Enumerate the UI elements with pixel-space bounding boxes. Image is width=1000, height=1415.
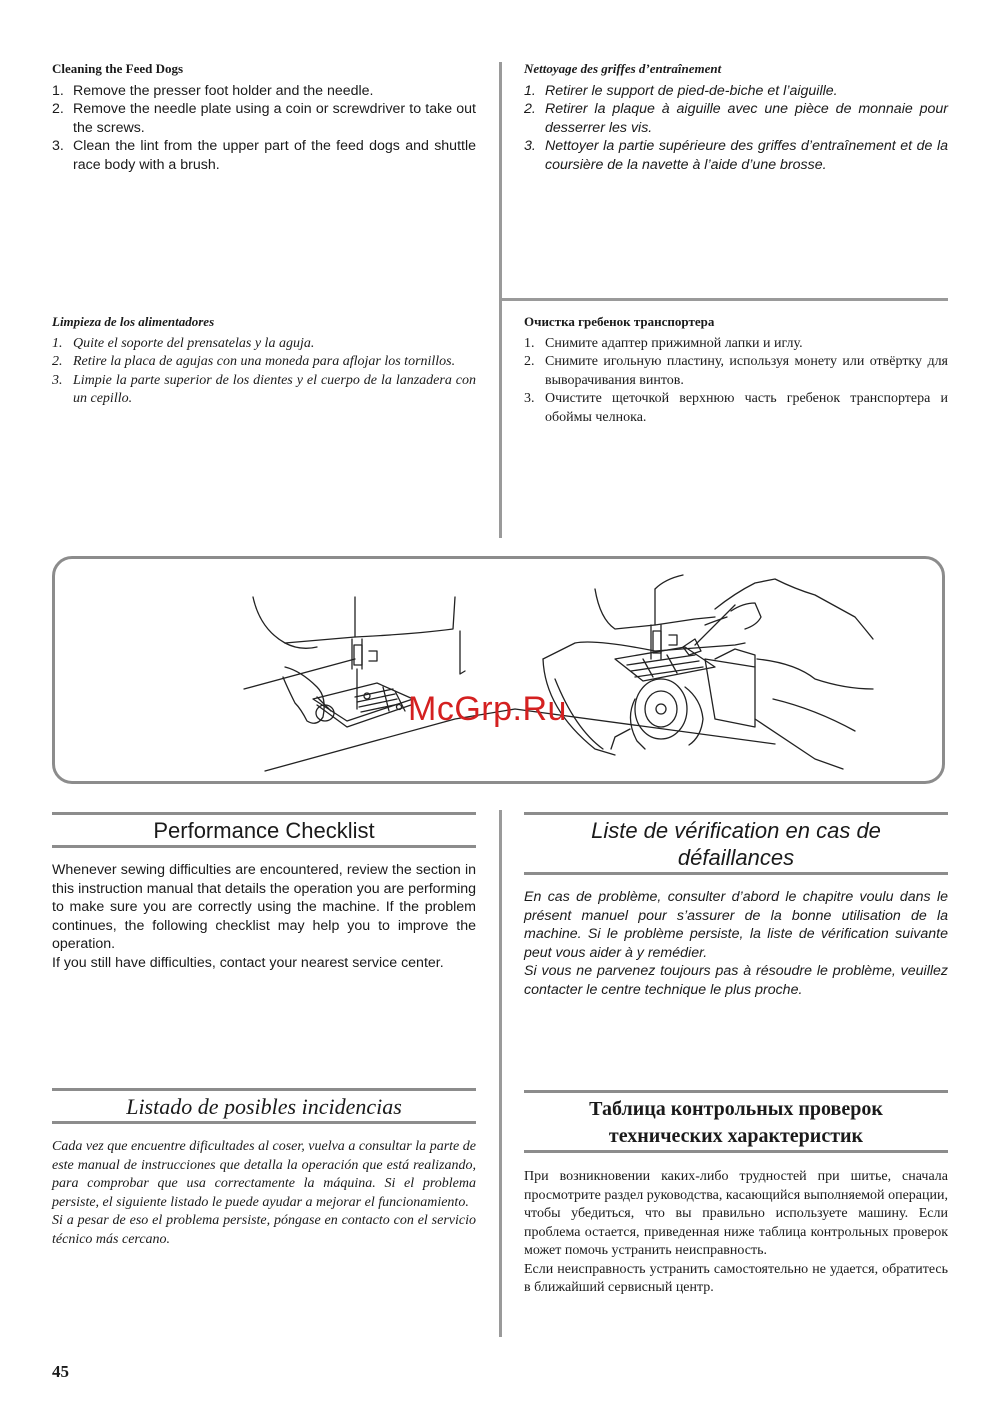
paragraph: Cada vez que encuentre dificultades al coser, vuelva a consultar la parte de este manual de instrucciones que detalla la operación que está realizando, para comprobar que usa correctamente la máquina. Si el problema persiste, el siguiente listado le puede ayudar a mejorar el funcionamiento. [52, 1139, 476, 1210]
heading-box-ru [524, 1090, 948, 1153]
step-number: 1. [524, 335, 535, 351]
list-item [52, 82, 476, 101]
section-heading-line1: Таблица контрольных проверок [589, 1098, 883, 1120]
step-number: 1. [52, 82, 64, 99]
step-number: 2. [52, 101, 64, 117]
heading-box-fr [524, 812, 948, 875]
step-text: Retirer le support de pied-de-biche et l’aiguille. [545, 82, 838, 99]
paragraph: Если неисправность устранить самостоятельно не удается, обратитесь в ближайший сервисный центр. [524, 1261, 948, 1295]
step-number: 3. [524, 391, 535, 406]
cleaning-section-fr [524, 60, 948, 174]
list-item [524, 82, 948, 101]
step-text: Quite el soporte del prensatelas y la aguja. [73, 335, 315, 351]
steps-list [524, 335, 948, 428]
list-item [524, 335, 948, 354]
list-item [52, 372, 476, 409]
list-item [524, 353, 948, 390]
step-number: 3. [52, 372, 63, 388]
step-number: 3. [524, 138, 536, 154]
sewing-machine-illustration [55, 559, 942, 781]
row-divider-top-left [52, 298, 499, 299]
paragraph: Whenever sewing difficulties are encountered, review the section in this instruction manual that details the operation you are performing to make sure you are correctly using the machine. If the problem continues, the following checklist may help you to improve the operation. [52, 862, 476, 952]
section-heading: Listado de posibles incidencias [126, 1094, 402, 1119]
list-item [524, 100, 948, 137]
column-divider-bottom [499, 810, 502, 1337]
section-heading: Performance Checklist [153, 818, 375, 843]
section-title: Очистка гребенок транспортера [524, 314, 715, 329]
steps-list [52, 82, 476, 175]
list-item [524, 137, 948, 174]
row-divider-top [502, 298, 948, 301]
heading-box-es [52, 1088, 476, 1124]
step-number: 2. [524, 101, 536, 117]
step-text: Remove the needle plate using a coin or screwdriver to take out the screws. [73, 101, 476, 136]
step-text: Retire la placa de agujas con una moneda para aflojar los tornillos. [73, 354, 456, 369]
checklist-text-ru [524, 1168, 948, 1298]
list-item [52, 335, 476, 354]
section-title: Nettoyage des griffes d’entraînement [524, 61, 722, 76]
step-number: 1. [52, 335, 63, 351]
step-number: 3. [52, 138, 64, 154]
step-text: Очистите щеточкой верхнюю часть гребенок транспортера и обоймы челнока. [545, 391, 948, 425]
section-heading-line1: Liste de vérification en cas de [591, 818, 881, 843]
paragraph: En cas de problème, consulter d’abord le chapitre voulu dans le présent manuel pour s’assurer de la bonne utilisation de la machine. Si le problème persiste, la liste de vérification suivante peut vous aider à y remédier. [524, 889, 948, 961]
step-number: 1. [524, 82, 536, 99]
list-item [52, 353, 476, 372]
list-item [524, 390, 948, 427]
section-title: Limpieza de los alimentadores [52, 314, 215, 329]
step-text: Clean the lint from the upper part of the feed dogs and shuttle race body with a brush. [73, 138, 476, 173]
heading-box-en [52, 812, 476, 848]
steps-list [52, 335, 476, 409]
page-number: 45 [52, 1362, 69, 1381]
illustration-panel [52, 556, 945, 784]
checklist-text-fr [524, 888, 948, 999]
cleaning-section-ru [524, 313, 948, 427]
checklist-text-es [52, 1138, 476, 1249]
paragraph: При возникновении каких-либо трудностей при шитье, сначала просмотрите раздел руководства, касающийся выполняемой операции, чтобы убедиться, что вы правильно используете машину. Если проблема остается, приведенная ниже таблица контрольных проверок может помочь устранить неисправность. [524, 1169, 948, 1258]
step-number: 2. [524, 354, 535, 369]
paragraph: Si vous ne parvenez toujours pas à résoudre le problème, veuillez contacter le centre technique le plus proche. [524, 963, 948, 998]
section-heading-line2: технических характеристик [608, 1125, 864, 1147]
steps-list [524, 82, 948, 175]
step-text: Limpie la parte superior de los dientes y el cuerpo de la lanzadera con un cepillo. [73, 372, 476, 406]
step-text: Снимите адаптер прижимной лапки и иглу. [545, 335, 803, 351]
step-text: Nettoyer la partie supérieure des griffes d’entraînement et de la coursière de la navette à l’aide d’une brosse. [545, 138, 948, 173]
step-number: 2. [52, 354, 63, 369]
paragraph: Si a pesar de eso el problema persiste, póngase en contacto con el servicio técnico más cercano. [52, 1213, 476, 1247]
section-title: Cleaning the Feed Dogs [52, 61, 184, 76]
section-heading-line2: défaillances [677, 845, 795, 870]
cleaning-section-es [52, 313, 476, 409]
step-text: Retirer la plaque à aiguille avec une pièce de monnaie pour desserrer les vis. [545, 101, 948, 136]
watermark: McGrp.Ru [408, 690, 567, 728]
paragraph: If you still have difficulties, contact your nearest service center. [52, 954, 444, 971]
list-item [52, 137, 476, 174]
checklist-text-en [52, 861, 476, 972]
cleaning-section-en [52, 60, 476, 174]
step-text: Remove the presser foot holder and the needle. [73, 82, 374, 99]
list-item [52, 100, 476, 137]
step-text: Снимите игольную пластину, используя монету или отвёртку для выворачивания винтов. [545, 354, 948, 388]
